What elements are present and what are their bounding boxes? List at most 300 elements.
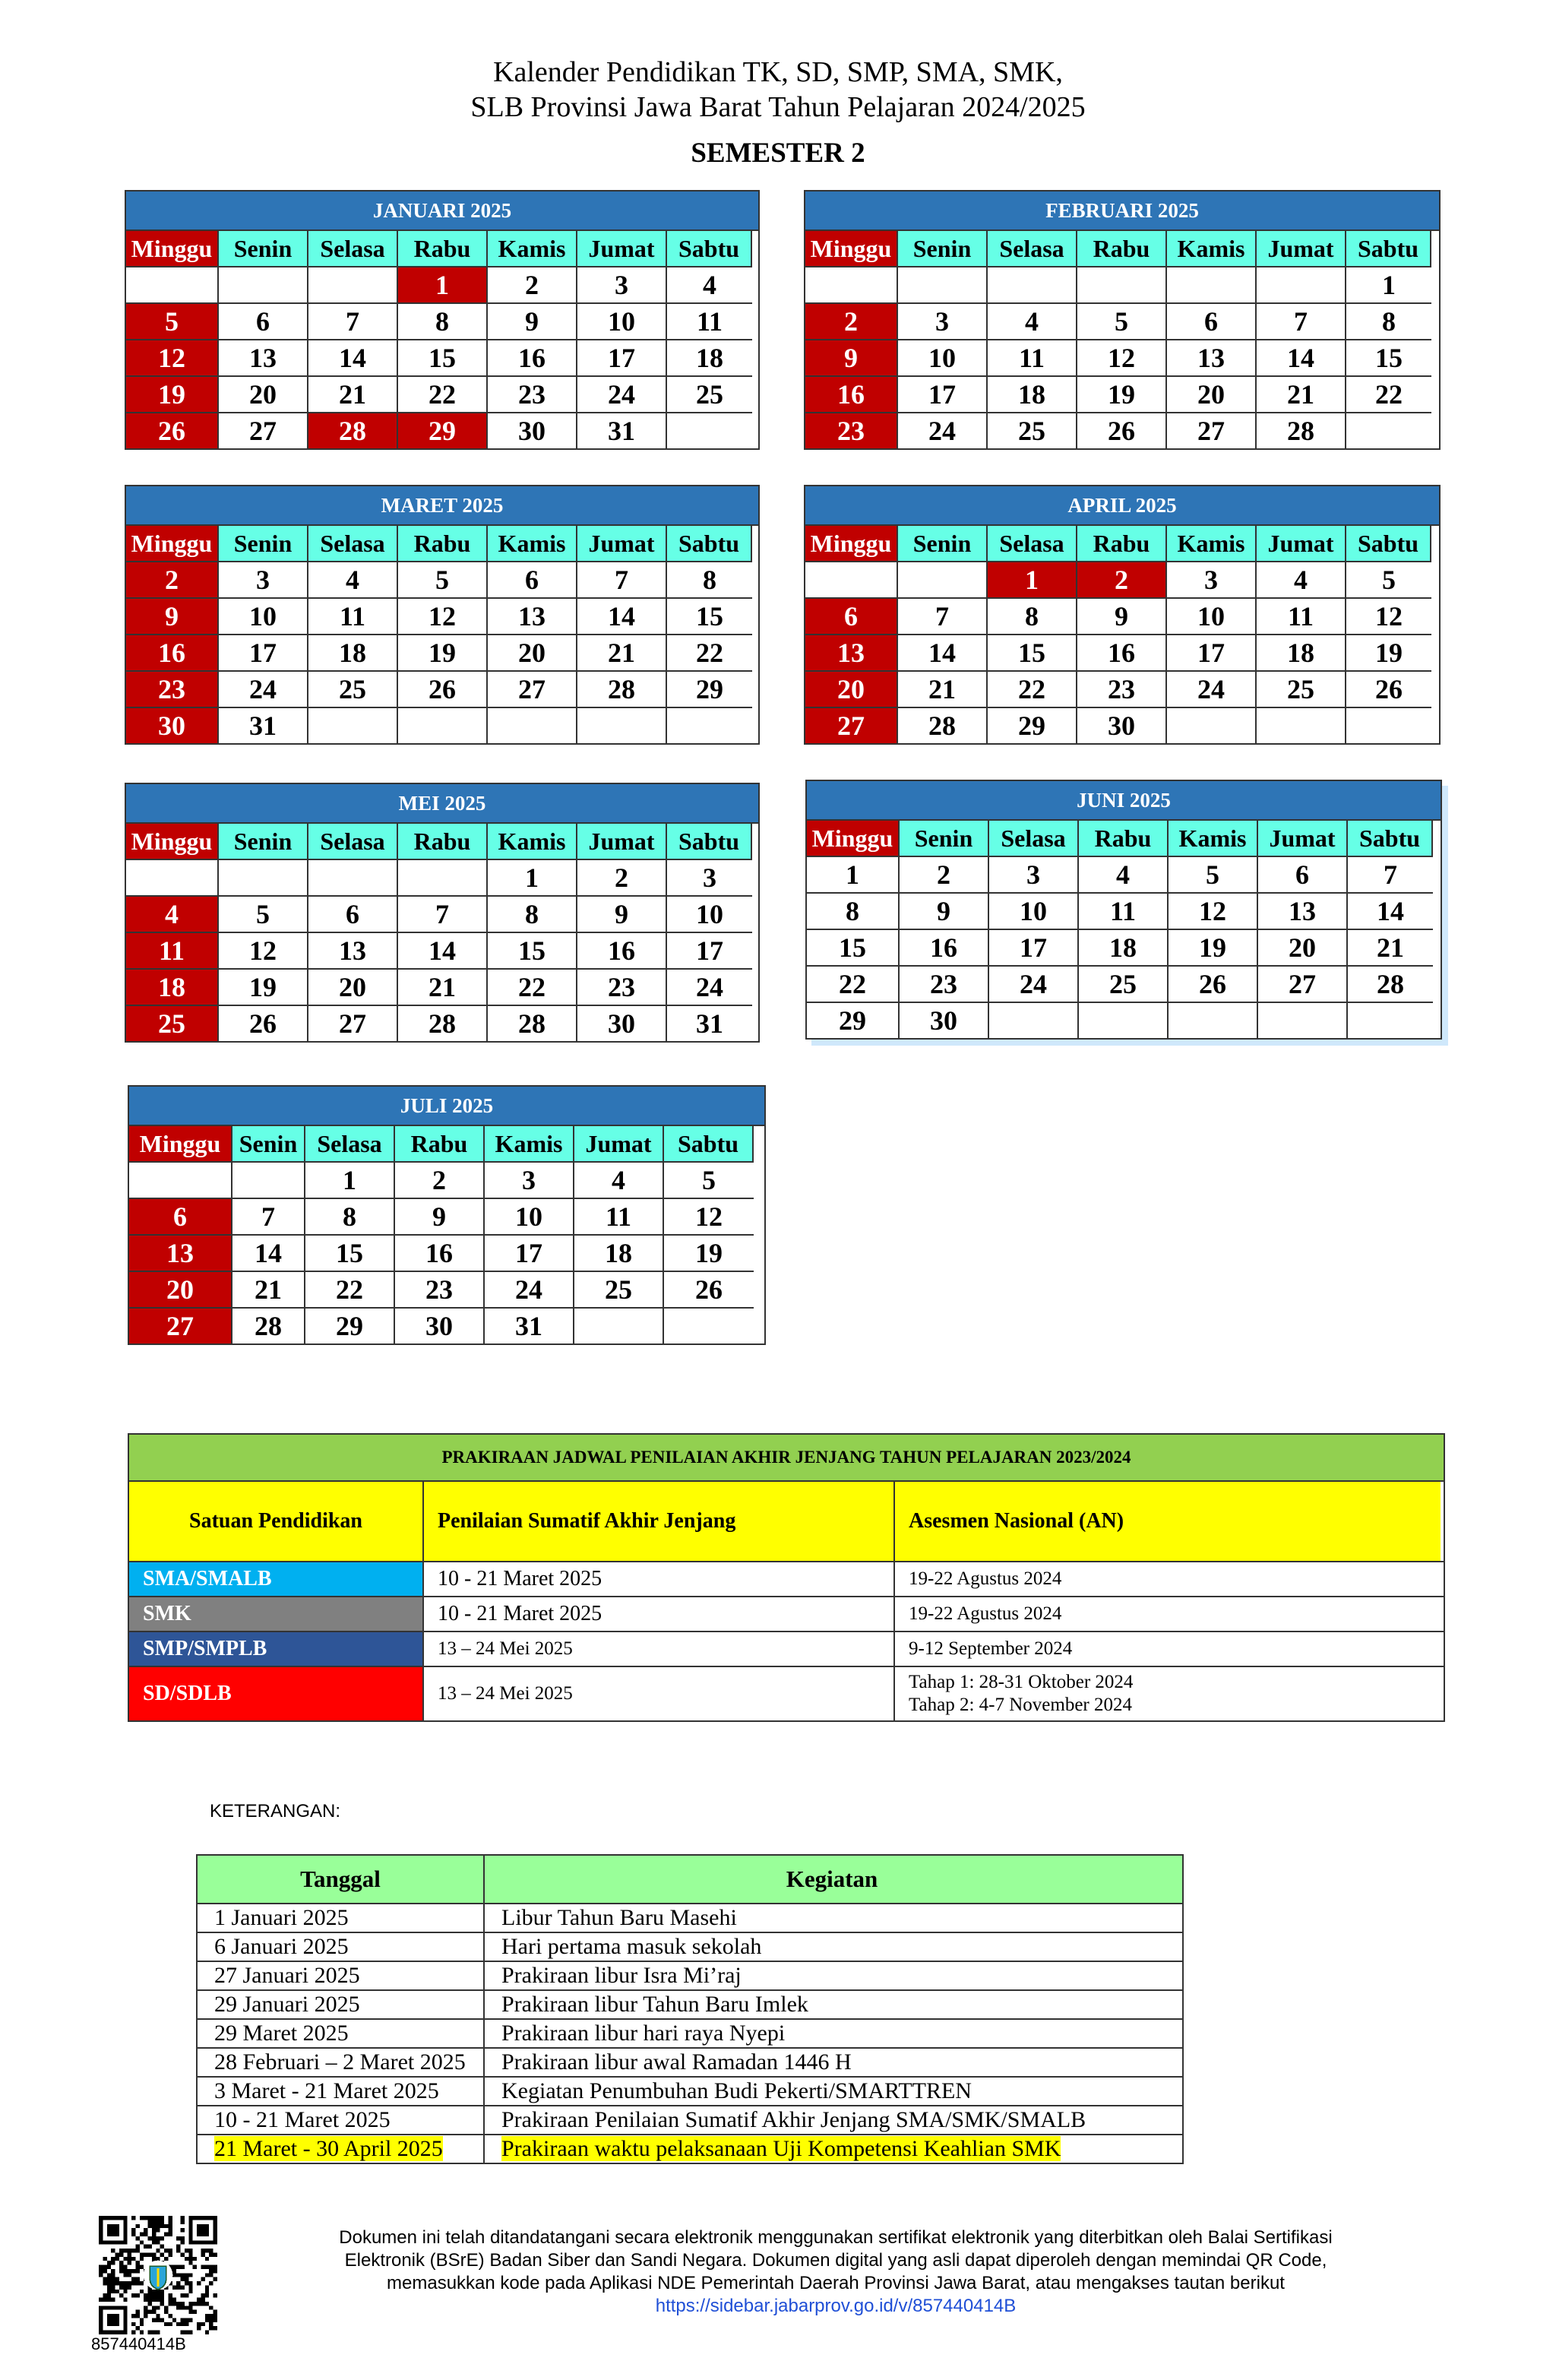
date-cell: 30: [126, 708, 219, 743]
date-cell: 30: [900, 1003, 989, 1038]
date-cell: 28: [1257, 413, 1346, 448]
date-cell: 3: [485, 1163, 574, 1199]
date-cell: 21: [898, 672, 988, 708]
day-header-selasa: Selasa: [989, 821, 1079, 857]
date-cell: 26: [1169, 967, 1258, 1003]
date-cell: 18: [574, 1236, 664, 1272]
date-cell: 27: [488, 672, 577, 708]
keterangan-activity: Prakiraan libur awal Ramadan 1446 H: [501, 2049, 852, 2075]
date-cell: 5: [664, 1163, 754, 1199]
date-cell: 23: [395, 1272, 485, 1309]
date-cell: 12: [664, 1199, 754, 1236]
date-cell: 18: [1079, 930, 1169, 967]
date-cell: 24: [989, 967, 1079, 1003]
date-cell: 19: [126, 377, 219, 413]
date-cell: 24: [219, 672, 308, 708]
empty-cell: [989, 1003, 1079, 1038]
empty-cell: [898, 562, 988, 599]
empty-cell: [667, 708, 752, 743]
date-cell: 24: [485, 1272, 574, 1309]
empty-cell: [232, 1163, 305, 1199]
keterangan-row: [198, 2078, 1182, 2106]
date-cell: 20: [129, 1272, 232, 1309]
date-cell: 7: [398, 897, 488, 933]
date-cell: 14: [1348, 894, 1433, 930]
date-cell: 6: [129, 1199, 232, 1236]
date-cell: 14: [898, 635, 988, 672]
date-cell: 23: [1077, 672, 1167, 708]
date-cell: 28: [577, 672, 667, 708]
date-cell: 7: [898, 599, 988, 635]
date-cell: 25: [126, 1006, 219, 1041]
date-cell: 16: [488, 340, 577, 377]
date-cell: 19: [1077, 377, 1167, 413]
date-cell: 29: [988, 708, 1077, 743]
date-cell: 12: [219, 933, 308, 970]
date-cell: 2: [577, 860, 667, 897]
date-cell: 15: [305, 1236, 395, 1272]
an-date-line: 9-12 September 2024: [909, 1638, 1073, 1659]
keterangan-row: [198, 2106, 1182, 2135]
date-cell: 4: [574, 1163, 664, 1199]
date-cell: 30: [395, 1309, 485, 1343]
day-header-minggu: Minggu: [126, 526, 219, 562]
verification-link[interactable]: https://sidebar.jabarprov.go.id/v/857440414B: [655, 2296, 1017, 2316]
date-cell: 15: [1346, 340, 1431, 377]
date-cell: 18: [126, 970, 219, 1006]
level-label: SD/SDLB: [129, 1667, 424, 1720]
keterangan-row: [198, 1904, 1182, 1933]
date-cell: 16: [900, 930, 989, 967]
empty-cell: [664, 1309, 754, 1343]
day-header-senin: Senin: [219, 526, 308, 562]
day-header-rabu: Rabu: [1079, 821, 1169, 857]
an-date: [895, 1667, 1441, 1720]
empty-cell: [219, 267, 308, 304]
date-cell: 3: [1167, 562, 1257, 599]
date-cell: 10: [667, 897, 752, 933]
date-cell: 27: [1258, 967, 1348, 1003]
date-cell: 25: [1079, 967, 1169, 1003]
date-cell: 10: [1167, 599, 1257, 635]
date-cell: 17: [667, 933, 752, 970]
date-cell: 8: [305, 1199, 395, 1236]
month-title: JANUARI 2025: [126, 191, 758, 231]
date-cell: 11: [1079, 894, 1169, 930]
date-cell: 23: [900, 967, 989, 1003]
date-cell: 28: [308, 413, 398, 448]
date-cell: 6: [219, 304, 308, 340]
month-title: JULI 2025: [129, 1087, 764, 1126]
empty-cell: [308, 267, 398, 304]
date-cell: 6: [488, 562, 577, 599]
date-cell: 26: [664, 1272, 754, 1309]
empty-cell: [1346, 413, 1431, 448]
keterangan-header-date: Tanggal: [198, 1856, 485, 1903]
level-label: SMP/SMPLB: [129, 1632, 424, 1666]
date-cell: 29: [667, 672, 752, 708]
date-cell: 13: [1167, 340, 1257, 377]
empty-cell: [1348, 1003, 1433, 1038]
day-header-jumat: Jumat: [1257, 231, 1346, 267]
date-cell: 14: [577, 599, 667, 635]
date-cell: 1: [398, 267, 488, 304]
date-cell: 17: [989, 930, 1079, 967]
date-cell: 24: [667, 970, 752, 1006]
date-cell: 11: [988, 340, 1077, 377]
date-cell: 25: [667, 377, 752, 413]
empty-cell: [988, 267, 1077, 304]
day-header-rabu: Rabu: [398, 231, 488, 267]
calendar-maret: [125, 485, 760, 745]
day-header-minggu: Minggu: [805, 231, 898, 267]
calendar-januari: [125, 190, 760, 450]
date-cell: 23: [805, 413, 898, 448]
date-cell: 19: [1169, 930, 1258, 967]
assessment-row: [129, 1597, 1444, 1632]
empty-cell: [1257, 708, 1346, 743]
date-cell: 8: [488, 897, 577, 933]
empty-cell: [1346, 708, 1431, 743]
empty-cell: [398, 708, 488, 743]
day-header-selasa: Selasa: [305, 1126, 395, 1163]
date-cell: 24: [577, 377, 667, 413]
empty-cell: [126, 860, 219, 897]
keterangan-row: [198, 2135, 1182, 2163]
date-cell: 30: [488, 413, 577, 448]
day-header-jumat: Jumat: [577, 526, 667, 562]
keterangan-date: 6 Januari 2025: [214, 1934, 349, 1959]
psaj-date: 13 – 24 Mei 2025: [424, 1632, 895, 1666]
empty-cell: [129, 1163, 232, 1199]
empty-cell: [577, 708, 667, 743]
date-cell: 9: [577, 897, 667, 933]
date-cell: 2: [488, 267, 577, 304]
day-header-kamis: Kamis: [488, 824, 577, 860]
date-cell: 20: [219, 377, 308, 413]
day-header-senin: Senin: [898, 231, 988, 267]
assessment-row: [129, 1562, 1444, 1597]
day-header-senin: Senin: [219, 824, 308, 860]
qr-code-image: [99, 2216, 217, 2334]
date-cell: 6: [308, 897, 398, 933]
keterangan-activity: Prakiraan waktu pelaksanaan Uji Kompetensi Keahlian SMK: [501, 2136, 1061, 2161]
doc-title-line1: Kalender Pendidikan TK, SD, SMP, SMA, SMK,: [493, 56, 1063, 88]
date-cell: 28: [488, 1006, 577, 1041]
date-cell: 9: [805, 340, 898, 377]
date-cell: 16: [395, 1236, 485, 1272]
empty-cell: [1167, 267, 1257, 304]
date-cell: 17: [485, 1236, 574, 1272]
day-header-minggu: Minggu: [129, 1126, 232, 1163]
date-cell: 10: [219, 599, 308, 635]
date-cell: 9: [395, 1199, 485, 1236]
keterangan-activity: Libur Tahun Baru Masehi: [501, 1905, 737, 1930]
date-cell: 4: [126, 897, 219, 933]
calendar-mei: [125, 783, 760, 1043]
date-cell: 7: [577, 562, 667, 599]
empty-cell: [219, 860, 308, 897]
day-header-jumat: Jumat: [574, 1126, 664, 1163]
date-cell: 3: [989, 857, 1079, 894]
date-cell: 8: [1346, 304, 1431, 340]
footer-line2: Elektronik (BSrE) Badan Siber dan Sandi Negara. Dokumen digital yang asli dapat diperoleh dengan memindai QR Code,: [344, 2250, 1327, 2271]
date-cell: 28: [1348, 967, 1433, 1003]
date-cell: 5: [1077, 304, 1167, 340]
keterangan-date: 1 Januari 2025: [214, 1905, 349, 1930]
date-cell: 13: [805, 635, 898, 672]
psaj-date: 13 – 24 Mei 2025: [424, 1667, 895, 1720]
empty-cell: [898, 267, 988, 304]
month-title: MEI 2025: [126, 784, 758, 824]
date-cell: 2: [805, 304, 898, 340]
keterangan-date: 21 Maret - 30 April 2025: [214, 2136, 443, 2161]
date-cell: 21: [232, 1272, 305, 1309]
keterangan-table: [196, 1854, 1184, 2164]
date-cell: 9: [488, 304, 577, 340]
date-cell: 3: [667, 860, 752, 897]
date-cell: 7: [232, 1199, 305, 1236]
date-cell: 8: [667, 562, 752, 599]
keterangan-date: 27 Januari 2025: [214, 1963, 360, 1988]
date-cell: 29: [305, 1309, 395, 1343]
empty-cell: [667, 413, 752, 448]
keterangan-label: KETERANGAN:: [210, 1801, 341, 1821]
assessment-title: PRAKIRAAN JADWAL PENILAIAN AKHIR JENJANG TAHUN PELAJARAN 2023/2024: [129, 1435, 1444, 1482]
date-cell: 28: [398, 1006, 488, 1041]
day-header-senin: Senin: [219, 231, 308, 267]
day-header-selasa: Selasa: [988, 231, 1077, 267]
date-cell: 17: [1167, 635, 1257, 672]
date-cell: 4: [308, 562, 398, 599]
day-header-jumat: Jumat: [577, 824, 667, 860]
date-cell: 31: [219, 708, 308, 743]
an-date-line: 19-22 Agustus 2024: [909, 1603, 1062, 1624]
assessment-header-psaj: Penilaian Sumatif Akhir Jenjang: [424, 1482, 895, 1561]
date-cell: 16: [1077, 635, 1167, 672]
calendar-februari: [804, 190, 1441, 450]
date-cell: 17: [898, 377, 988, 413]
level-label: SMA/SMALB: [129, 1562, 424, 1596]
date-cell: 11: [1257, 599, 1346, 635]
empty-cell: [805, 267, 898, 304]
date-cell: 25: [308, 672, 398, 708]
date-cell: 3: [898, 304, 988, 340]
date-cell: 1: [305, 1163, 395, 1199]
date-cell: 26: [398, 672, 488, 708]
date-cell: 12: [1169, 894, 1258, 930]
date-cell: 5: [126, 304, 219, 340]
assessment-row: [129, 1632, 1444, 1667]
date-cell: 29: [398, 413, 488, 448]
date-cell: 19: [398, 635, 488, 672]
date-cell: 22: [305, 1272, 395, 1309]
footer-line3: memasukkan kode pada Aplikasi NDE Pemerintah Daerah Provinsi Jawa Barat, atau mengakses tautan berikut: [387, 2273, 1285, 2293]
date-cell: 30: [1077, 708, 1167, 743]
date-cell: 5: [1169, 857, 1258, 894]
day-header-minggu: Minggu: [126, 824, 219, 860]
date-cell: 22: [807, 967, 900, 1003]
date-cell: 5: [219, 897, 308, 933]
date-cell: 22: [667, 635, 752, 672]
date-cell: 16: [126, 635, 219, 672]
date-cell: 22: [988, 672, 1077, 708]
date-cell: 13: [1258, 894, 1348, 930]
an-date-line: Tahap 2: 4-7 November 2024: [909, 1695, 1133, 1715]
day-header-minggu: Minggu: [126, 231, 219, 267]
date-cell: 15: [988, 635, 1077, 672]
day-header-sabtu: Sabtu: [667, 824, 752, 860]
date-cell: 11: [574, 1199, 664, 1236]
empty-cell: [1169, 1003, 1258, 1038]
date-cell: 11: [308, 599, 398, 635]
date-cell: 1: [488, 860, 577, 897]
date-cell: 11: [126, 933, 219, 970]
date-cell: 31: [485, 1309, 574, 1343]
date-cell: 29: [807, 1003, 900, 1038]
month-title: APRIL 2025: [805, 486, 1439, 526]
date-cell: 13: [308, 933, 398, 970]
day-header-senin: Senin: [232, 1126, 305, 1163]
date-cell: 15: [398, 340, 488, 377]
an-date: [895, 1632, 1441, 1666]
date-cell: 25: [1257, 672, 1346, 708]
month-title: FEBRUARI 2025: [805, 191, 1439, 231]
date-cell: 20: [308, 970, 398, 1006]
date-cell: 2: [1077, 562, 1167, 599]
day-header-kamis: Kamis: [1169, 821, 1258, 857]
date-cell: 20: [1167, 377, 1257, 413]
date-cell: 8: [398, 304, 488, 340]
keterangan-header-row: [198, 1856, 1182, 1904]
psaj-date: 10 - 21 Maret 2025: [424, 1562, 895, 1596]
empty-cell: [805, 562, 898, 599]
empty-cell: [488, 708, 577, 743]
day-header-minggu: Minggu: [805, 526, 898, 562]
date-cell: 14: [398, 933, 488, 970]
date-cell: 17: [219, 635, 308, 672]
date-cell: 21: [1257, 377, 1346, 413]
date-cell: 9: [126, 599, 219, 635]
date-cell: 4: [988, 304, 1077, 340]
date-cell: 27: [1167, 413, 1257, 448]
date-cell: 6: [1258, 857, 1348, 894]
date-cell: 2: [126, 562, 219, 599]
day-header-senin: Senin: [900, 821, 989, 857]
day-header-rabu: Rabu: [398, 824, 488, 860]
date-cell: 13: [488, 599, 577, 635]
keterangan-row: [198, 1933, 1182, 1962]
date-cell: 31: [577, 413, 667, 448]
day-header-selasa: Selasa: [308, 526, 398, 562]
date-cell: 21: [577, 635, 667, 672]
assessment-row: [129, 1667, 1444, 1720]
day-header-minggu: Minggu: [807, 821, 900, 857]
day-header-rabu: Rabu: [398, 526, 488, 562]
date-cell: 24: [1167, 672, 1257, 708]
date-cell: 26: [219, 1006, 308, 1041]
date-cell: 4: [667, 267, 752, 304]
assessment-table: [128, 1433, 1445, 1722]
day-header-kamis: Kamis: [485, 1126, 574, 1163]
date-cell: 13: [219, 340, 308, 377]
empty-cell: [308, 708, 398, 743]
keterangan-row: [198, 1962, 1182, 1991]
date-cell: 16: [577, 933, 667, 970]
calendar-juni: [805, 780, 1442, 1040]
date-cell: 22: [488, 970, 577, 1006]
date-cell: 15: [667, 599, 752, 635]
day-header-senin: Senin: [898, 526, 988, 562]
keterangan-activity: Prakiraan libur Isra Mi’raj: [501, 1963, 742, 1988]
date-cell: 18: [308, 635, 398, 672]
date-cell: 30: [577, 1006, 667, 1041]
date-cell: 2: [900, 857, 989, 894]
keterangan-activity: Prakiraan Penilaian Sumatif Akhir Jenjang SMA/SMK/SMALB: [501, 2107, 1086, 2132]
day-header-selasa: Selasa: [308, 824, 398, 860]
day-header-rabu: Rabu: [395, 1126, 485, 1163]
date-cell: 1: [988, 562, 1077, 599]
date-cell: 14: [308, 340, 398, 377]
date-cell: 26: [1077, 413, 1167, 448]
empty-cell: [1077, 267, 1167, 304]
day-header-selasa: Selasa: [308, 231, 398, 267]
date-cell: 24: [898, 413, 988, 448]
date-cell: 28: [898, 708, 988, 743]
date-cell: 12: [1346, 599, 1431, 635]
an-date: [895, 1562, 1441, 1596]
keterangan-date: 28 Februari – 2 Maret 2025: [214, 2049, 466, 2075]
day-header-jumat: Jumat: [1257, 526, 1346, 562]
day-header-kamis: Kamis: [488, 231, 577, 267]
empty-cell: [126, 267, 219, 304]
date-cell: 4: [1079, 857, 1169, 894]
date-cell: 28: [232, 1309, 305, 1343]
date-cell: 5: [1346, 562, 1431, 599]
date-cell: 20: [488, 635, 577, 672]
keterangan-activity: Prakiraan libur Tahun Baru Imlek: [501, 1992, 808, 2017]
date-cell: 10: [485, 1199, 574, 1236]
calendar-juli: [128, 1085, 766, 1345]
empty-cell: [308, 860, 398, 897]
date-cell: 25: [574, 1272, 664, 1309]
date-cell: 15: [488, 933, 577, 970]
keterangan-row: [198, 2049, 1182, 2078]
assessment-header-level: Satuan Pendidikan: [129, 1482, 424, 1561]
keterangan-date: 3 Maret - 21 Maret 2025: [214, 2078, 439, 2103]
date-cell: 9: [900, 894, 989, 930]
day-header-sabtu: Sabtu: [1346, 526, 1431, 562]
date-cell: 23: [126, 672, 219, 708]
assessment-header-row: [129, 1482, 1444, 1562]
date-cell: 21: [308, 377, 398, 413]
date-cell: 21: [398, 970, 488, 1006]
date-cell: 14: [1257, 340, 1346, 377]
empty-cell: [398, 860, 488, 897]
date-cell: 26: [126, 413, 219, 448]
date-cell: 3: [577, 267, 667, 304]
date-cell: 12: [1077, 340, 1167, 377]
date-cell: 3: [219, 562, 308, 599]
day-header-sabtu: Sabtu: [667, 231, 752, 267]
date-cell: 27: [129, 1309, 232, 1343]
semester-heading: SEMESTER 2: [691, 138, 865, 169]
date-cell: 8: [988, 599, 1077, 635]
empty-cell: [1167, 708, 1257, 743]
day-header-sabtu: Sabtu: [1346, 231, 1431, 267]
date-cell: 2: [395, 1163, 485, 1199]
date-cell: 7: [1348, 857, 1433, 894]
